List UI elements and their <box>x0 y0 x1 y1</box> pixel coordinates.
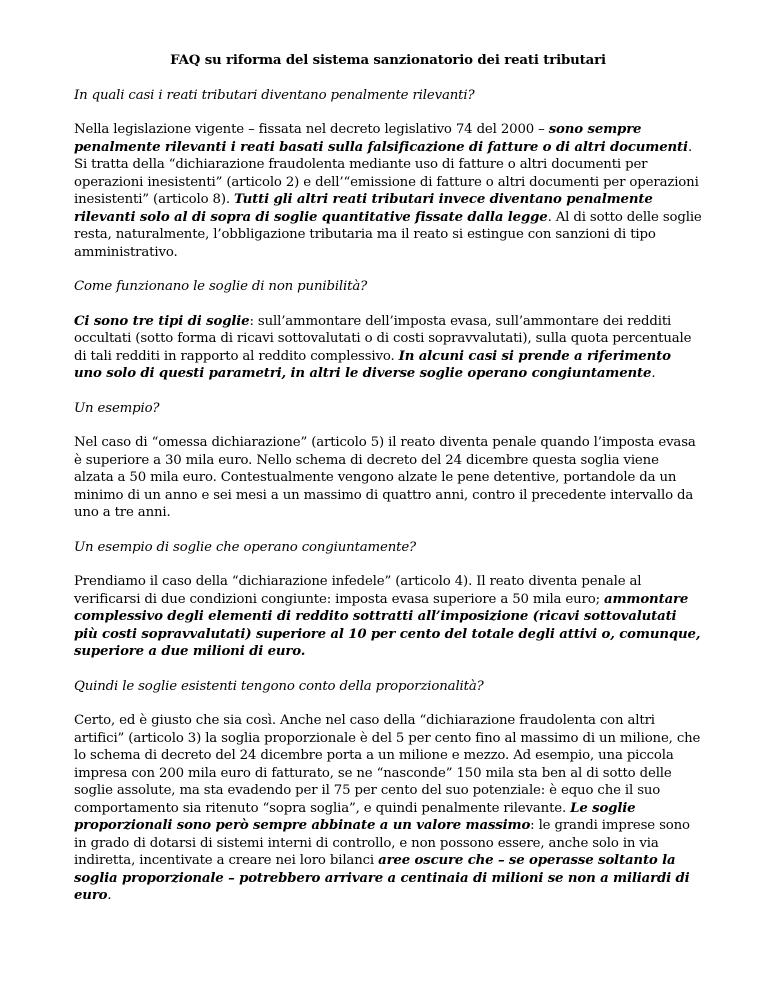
answer-text: . Al di sotto delle soglie resta, naturalmente, l’obbligazione tributaria ma il reato si estingue con sanzioni di tipo amministrativo. <box>74 209 702 260</box>
answer-emphasis: Tutti gli altri reati tributari invece diventano penalmente rilevanti solo al di sopra di soglie quantitative fissate dalla legge <box>74 192 653 225</box>
answer-emphasis: aree oscure che – se operasse soltanto la soglia proporzionale – potrebbero arrivare a centinaia di milioni se non a miliardi di euro <box>74 853 690 903</box>
answer-emphasis: sono sempre penalmente rilevanti i reati basati sulla falsificazione di fatture o di altri documenti <box>74 122 688 155</box>
faq-answer-4 <box>74 573 702 661</box>
answer-emphasis: Ci sono tre tipi di soglie <box>74 313 250 329</box>
document-page <box>74 52 702 922</box>
answer-text: . Si tratta della “dichiarazione fraudolenta mediante uso di fatture o altri documenti per operazioni inesistenti” (articolo 2) e dell’“emissione di fatture o altri documenti per operazioni inesistenti” (articolo 8). <box>74 139 699 207</box>
faq-question-1: In quali casi i reati tributari diventano penalmente rilevanti? <box>74 87 475 103</box>
answer-emphasis: ammontare complessivo degli elementi di reddito sottratti all’imposizione (ricavi sottovalutati più costi sopravvalutati) superiore al 10 per cento del totale degli attivi o, comunque, superiore a due milioni di euro. <box>74 591 701 659</box>
answer-text: : sull’ammontare dell’imposta evasa, sull’ammontare dei redditi occultati (sotto forma di ricavi sottovalutati o di costi sopravvalutati), sulla quota percentuale di tali redditi in rapporto al reddito complessivo. <box>74 313 692 364</box>
answer-emphasis: In alcuni casi si prende a riferimento uno solo di questi parametri, in altri le diverse soglie operano congiuntamente <box>74 348 671 381</box>
faq-answer-2 <box>74 313 702 383</box>
answer-text: . <box>651 366 656 381</box>
faq-question-3: Un esempio? <box>74 400 160 416</box>
answer-emphasis: Le soglie proporzionali sono però sempre abbinate a un valore massimo <box>74 800 636 833</box>
faq-answer-5 <box>74 712 702 905</box>
faq-question-4: Un esempio di soglie che operano congiuntamente? <box>74 539 417 555</box>
answer-text: Prendiamo il caso della “dichiarazione infedele” (articolo 4). Il reato diventa penale al verificarsi di due condizioni congiunte: imposta evasa superiore a 50 mila euro; <box>74 574 642 607</box>
answer-text: . <box>107 888 112 903</box>
document-title: FAQ su riforma del sistema sanzionatorio dei reati tributari <box>170 53 606 68</box>
answer-text: : le grandi imprese sono in grado di dotarsi di sistemi interni di controllo, e non possono essere, anche solo in via indiretta, incentivate a creare nei loro bilanci <box>74 818 690 868</box>
faq-question-2: Come funzionano le soglie di non punibilità? <box>74 279 368 294</box>
answer-text: Certo, ed è giusto che sia così. Anche nel caso della “dichiarazione fraudolenta con altri artifici” (articolo 3) la soglia proporzionale è del 5 per cento fino al massimo di un milione, che lo schema di decreto del 24 dicembre porta a un milione e mezzo. Ad esempio, una piccola impresa con 200 mila euro di fatturato, se ne “nasconde” 150 mila sta ben al di sotto delle soglie assolute, ma sta evadendo per il 75 per cento del suo potenziale: è equo che il suo comportamento sia ritenuto “sopra soglia”, e quindi penalmente rilevante. <box>74 713 701 816</box>
answer-text: Nel caso di “omessa dichiarazione” (articolo 5) il reato diventa penale quando l’imposta evasa è superiore a 30 mila euro. Nello schema di decreto del 24 dicembre questa soglia viene alzata a 50 mila euro. Contestualmente vengono alzate le pene detentive, portandole da un minimo di un anno e sei mesi a un massimo di quattro anni, contro il precedente intervallo da uno a tre anni. <box>74 435 696 520</box>
answer-text: Nella legislazione vigente – fissata nel decreto legislativo 74 del 2000 – <box>74 122 549 137</box>
faq-answer-1 <box>74 121 702 261</box>
faq-question-5: Quindi le soglie esistenti tengono conto della proporzionalità? <box>74 678 484 694</box>
faq-answer-3 <box>74 434 702 522</box>
